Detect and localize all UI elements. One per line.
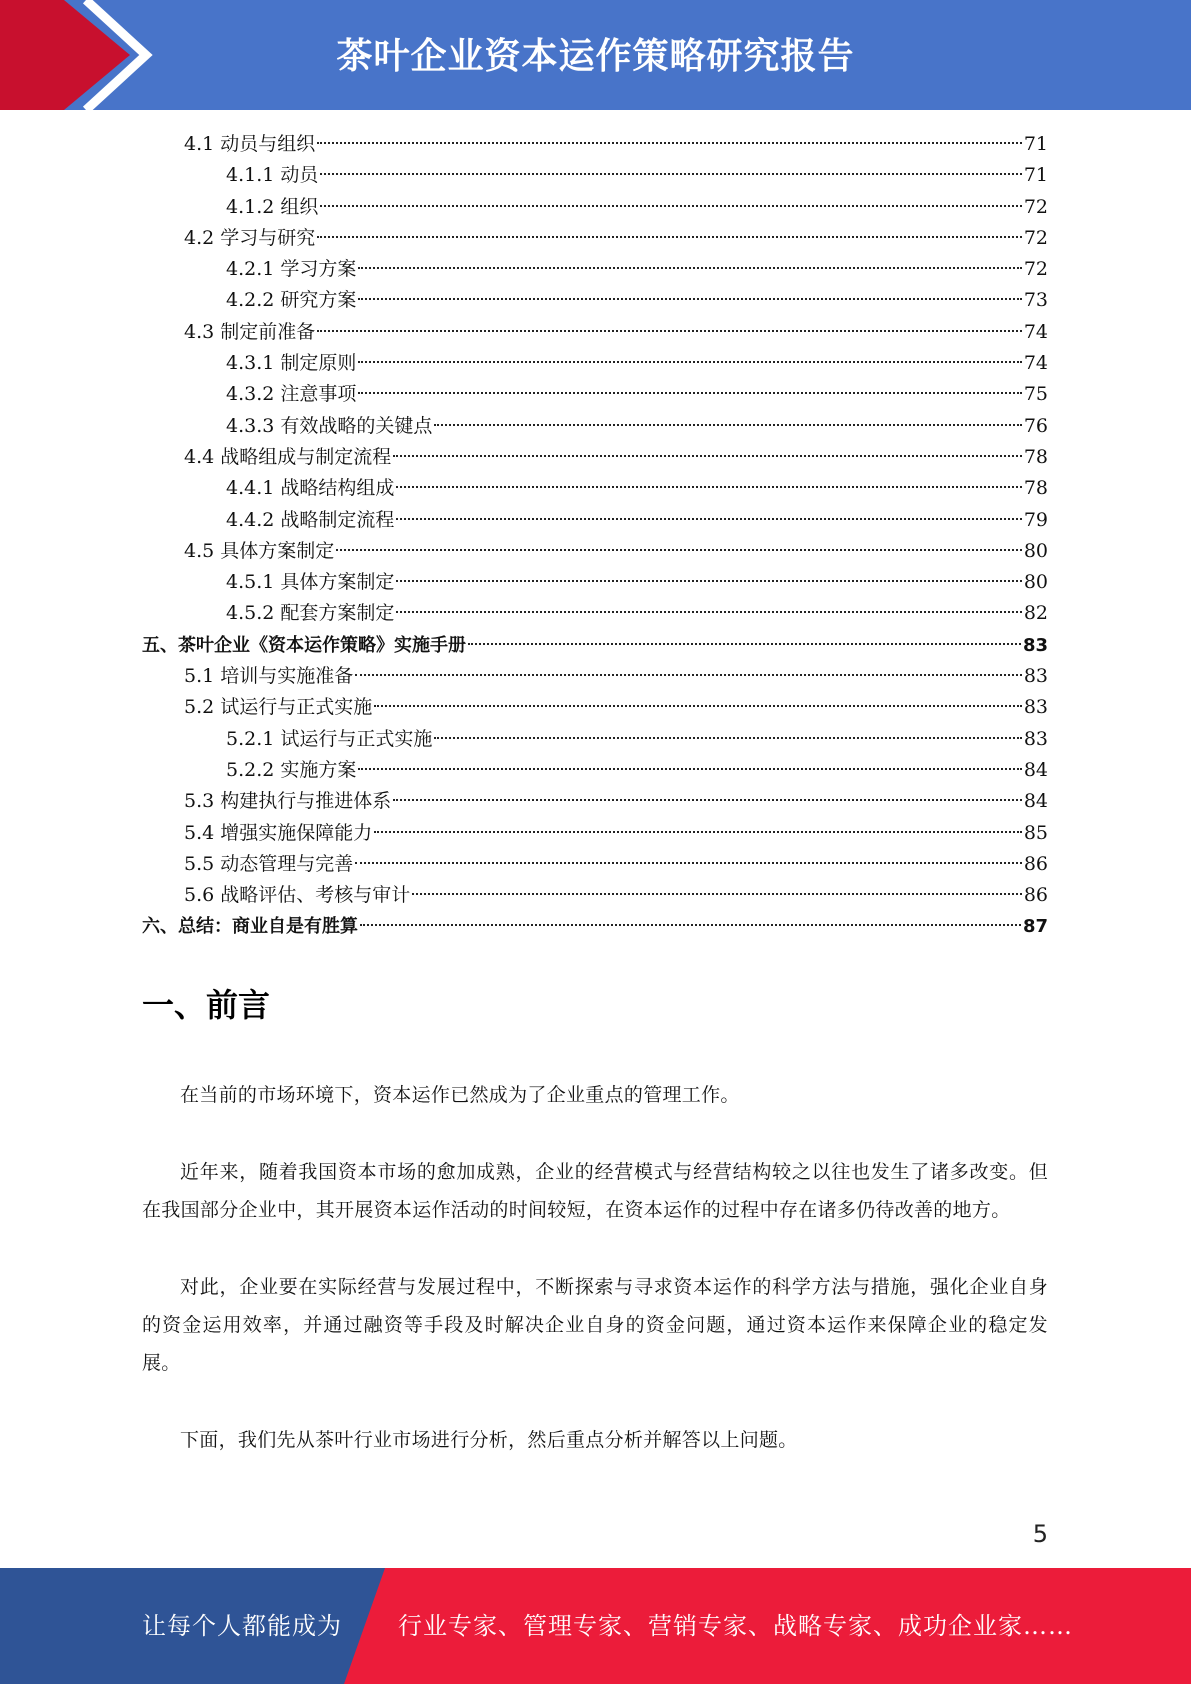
toc-entry[interactable] xyxy=(142,724,1048,755)
toc-entry-title: 5.2.2 实施方案 xyxy=(226,758,357,781)
toc-entry-page: 84 xyxy=(1023,758,1048,781)
toc-entry[interactable] xyxy=(142,786,1048,817)
toc-entry-title: 4.1.2 组织 xyxy=(226,195,319,218)
toc-leader-dots xyxy=(393,455,1022,457)
toc-leader-dots xyxy=(336,549,1022,551)
body-paragraph: 对此，企业要在实际经营与发展过程中，不断探索与寻求资本运作的科学方法与措施，强化企业自身的资金运用效率，并通过融资等手段及时解决企业自身的资金问题，通过资本运作来保障企业的稳定发展。 xyxy=(142,1276,1048,1374)
toc-entry-page: 78 xyxy=(1023,477,1048,500)
toc-entry-title: 4.4.2 战略制定流程 xyxy=(226,508,395,531)
toc-entry[interactable] xyxy=(142,192,1048,223)
toc-entry[interactable] xyxy=(142,160,1048,191)
toc-entry-page: 74 xyxy=(1023,352,1048,375)
toc-leader-dots xyxy=(396,580,1021,582)
toc-leader-dots xyxy=(320,173,1021,175)
toc-entry[interactable] xyxy=(142,911,1048,942)
toc-entry-title: 5.4 增强实施保障能力 xyxy=(184,821,373,844)
toc-entry[interactable] xyxy=(142,348,1048,379)
toc-entry-title: 5.2 试运行与正式实施 xyxy=(184,696,373,719)
body-paragraph: 近年来，随着我国资本市场的愈加成熟，企业的经营模式与经营结构较之以往也发生了诸多改变。但在我国部分企业中，其开展资本运作活动的时间较短，在资本运作的过程中存在诸多仍待改善的地方。 xyxy=(142,1161,1048,1221)
toc-entry-page: 71 xyxy=(1023,164,1048,187)
toc-leader-dots xyxy=(317,330,1022,332)
toc-entry-page: 79 xyxy=(1023,508,1048,531)
body-paragraph: 下面，我们先从茶叶行业市场进行分析，然后重点分析并解答以上问题。 xyxy=(180,1429,798,1451)
toc-entry-page: 87 xyxy=(1022,916,1048,938)
toc-entry[interactable] xyxy=(142,630,1048,661)
toc-entry[interactable] xyxy=(142,880,1048,911)
toc-entry-title: 4.5.1 具体方案制定 xyxy=(226,571,395,594)
toc-entry[interactable] xyxy=(142,285,1048,316)
toc-entry-page: 84 xyxy=(1023,790,1048,813)
toc-entry[interactable] xyxy=(142,505,1048,536)
toc-entry-page: 72 xyxy=(1023,195,1048,218)
toc-entry-page: 74 xyxy=(1023,320,1048,343)
toc-entry-title: 4.1 动员与组织 xyxy=(184,133,316,155)
toc-entry-page: 86 xyxy=(1023,852,1048,875)
section-body xyxy=(142,1076,1048,1498)
page-number: 5 xyxy=(1032,1520,1048,1548)
toc-entry-page: 75 xyxy=(1023,383,1048,406)
toc-entry[interactable] xyxy=(142,598,1048,629)
toc-entry-page: 83 xyxy=(1023,696,1048,719)
toc-leader-dots xyxy=(358,298,1021,300)
footer-slogan-right: 行业专家、管理专家、营销专家、战略专家、成功企业家…… xyxy=(398,1612,1073,1640)
toc-leader-dots xyxy=(393,799,1022,801)
toc-entry[interactable] xyxy=(142,567,1048,598)
toc-entry-title: 4.2.2 研究方案 xyxy=(226,289,357,312)
toc-leader-dots xyxy=(317,142,1022,144)
toc-leader-dots xyxy=(355,862,1022,864)
toc-entry-title: 5.1 培训与实施准备 xyxy=(184,665,354,688)
toc-entry[interactable] xyxy=(142,849,1048,880)
toc-entry[interactable] xyxy=(142,692,1048,723)
toc-entry-page: 76 xyxy=(1023,414,1048,437)
toc-entry-title: 4.5 具体方案制定 xyxy=(184,539,335,562)
toc-entry-page: 71 xyxy=(1023,133,1048,155)
toc-leader-dots xyxy=(358,267,1021,269)
toc-leader-dots xyxy=(396,518,1021,520)
toc-entry-title: 4.4.1 战略结构组成 xyxy=(226,477,395,500)
toc-leader-dots xyxy=(468,643,1021,645)
toc-leader-dots xyxy=(358,361,1021,363)
section-heading: 一、前言 xyxy=(142,986,271,1024)
toc-entry-title: 4.3.3 有效战略的关键点 xyxy=(226,414,433,437)
footer-slogan-left: 让每个人都能成为 xyxy=(142,1612,342,1640)
toc-entry[interactable] xyxy=(142,661,1048,692)
toc-leader-dots xyxy=(434,424,1021,426)
toc-leader-dots xyxy=(374,831,1022,833)
page-footer xyxy=(0,1568,1191,1684)
toc-leader-dots xyxy=(320,205,1021,207)
toc-entry-page: 80 xyxy=(1023,571,1048,594)
toc-entry-title: 4.1.1 动员 xyxy=(226,164,319,187)
toc-entry[interactable] xyxy=(142,473,1048,504)
toc-leader-dots xyxy=(358,392,1021,394)
table-of-contents xyxy=(142,129,1048,943)
toc-entry-title: 5.6 战略评估、考核与审计 xyxy=(184,884,411,907)
toc-leader-dots xyxy=(358,768,1021,770)
toc-entry-page: 83 xyxy=(1023,665,1048,688)
toc-entry-title: 4.3.1 制定原则 xyxy=(226,352,357,375)
body-paragraph: 在当前的市场环境下，资本运作已然成为了企业重点的管理工作。 xyxy=(180,1084,740,1106)
toc-entry[interactable] xyxy=(142,129,1048,160)
toc-leader-dots xyxy=(396,611,1021,613)
toc-leader-dots xyxy=(412,893,1022,895)
toc-entry[interactable] xyxy=(142,411,1048,442)
toc-entry[interactable] xyxy=(142,379,1048,410)
toc-entry[interactable] xyxy=(142,755,1048,786)
toc-entry-title: 4.2.1 学习方案 xyxy=(226,258,357,281)
toc-leader-dots xyxy=(434,737,1021,739)
toc-entry-title: 4.4 战略组成与制定流程 xyxy=(184,445,392,468)
toc-leader-dots xyxy=(396,486,1021,488)
page-header xyxy=(0,0,1191,110)
toc-leader-dots xyxy=(360,924,1021,926)
toc-entry-page: 73 xyxy=(1023,289,1048,312)
toc-leader-dots xyxy=(374,705,1022,707)
toc-entry-page: 83 xyxy=(1022,634,1048,656)
toc-entry-title: 4.2 学习与研究 xyxy=(184,226,316,249)
toc-entry-title: 5.3 构建执行与推进体系 xyxy=(184,790,392,813)
toc-entry-page: 72 xyxy=(1023,258,1048,281)
toc-entry[interactable] xyxy=(142,254,1048,285)
toc-entry[interactable] xyxy=(142,317,1048,348)
toc-entry-page: 86 xyxy=(1023,884,1048,907)
toc-entry-page: 80 xyxy=(1023,539,1048,562)
toc-entry[interactable] xyxy=(142,442,1048,473)
toc-entry-title: 五、茶叶企业《资本运作策略》实施手册 xyxy=(142,634,466,656)
report-title: 茶叶企业资本运作策略研究报告 xyxy=(336,36,855,77)
toc-entry-title: 4.3.2 注意事项 xyxy=(226,383,357,406)
toc-leader-dots xyxy=(355,674,1022,676)
toc-entry-page: 72 xyxy=(1023,226,1048,249)
toc-leader-dots xyxy=(317,236,1022,238)
toc-entry[interactable] xyxy=(142,536,1048,567)
toc-entry-page: 85 xyxy=(1023,821,1048,844)
toc-entry[interactable] xyxy=(142,223,1048,254)
toc-entry-title: 六、总结：商业自是有胜算 xyxy=(142,916,358,938)
toc-entry-page: 83 xyxy=(1023,727,1048,750)
toc-entry-title: 4.3 制定前准备 xyxy=(184,320,316,343)
toc-entry-title: 5.5 动态管理与完善 xyxy=(184,852,354,875)
toc-entry-title: 5.2.1 试运行与正式实施 xyxy=(226,727,433,750)
toc-entry[interactable] xyxy=(142,818,1048,849)
toc-entry-title: 4.5.2 配套方案制定 xyxy=(226,602,395,625)
toc-entry-page: 78 xyxy=(1023,445,1048,468)
toc-entry-page: 82 xyxy=(1023,602,1048,625)
